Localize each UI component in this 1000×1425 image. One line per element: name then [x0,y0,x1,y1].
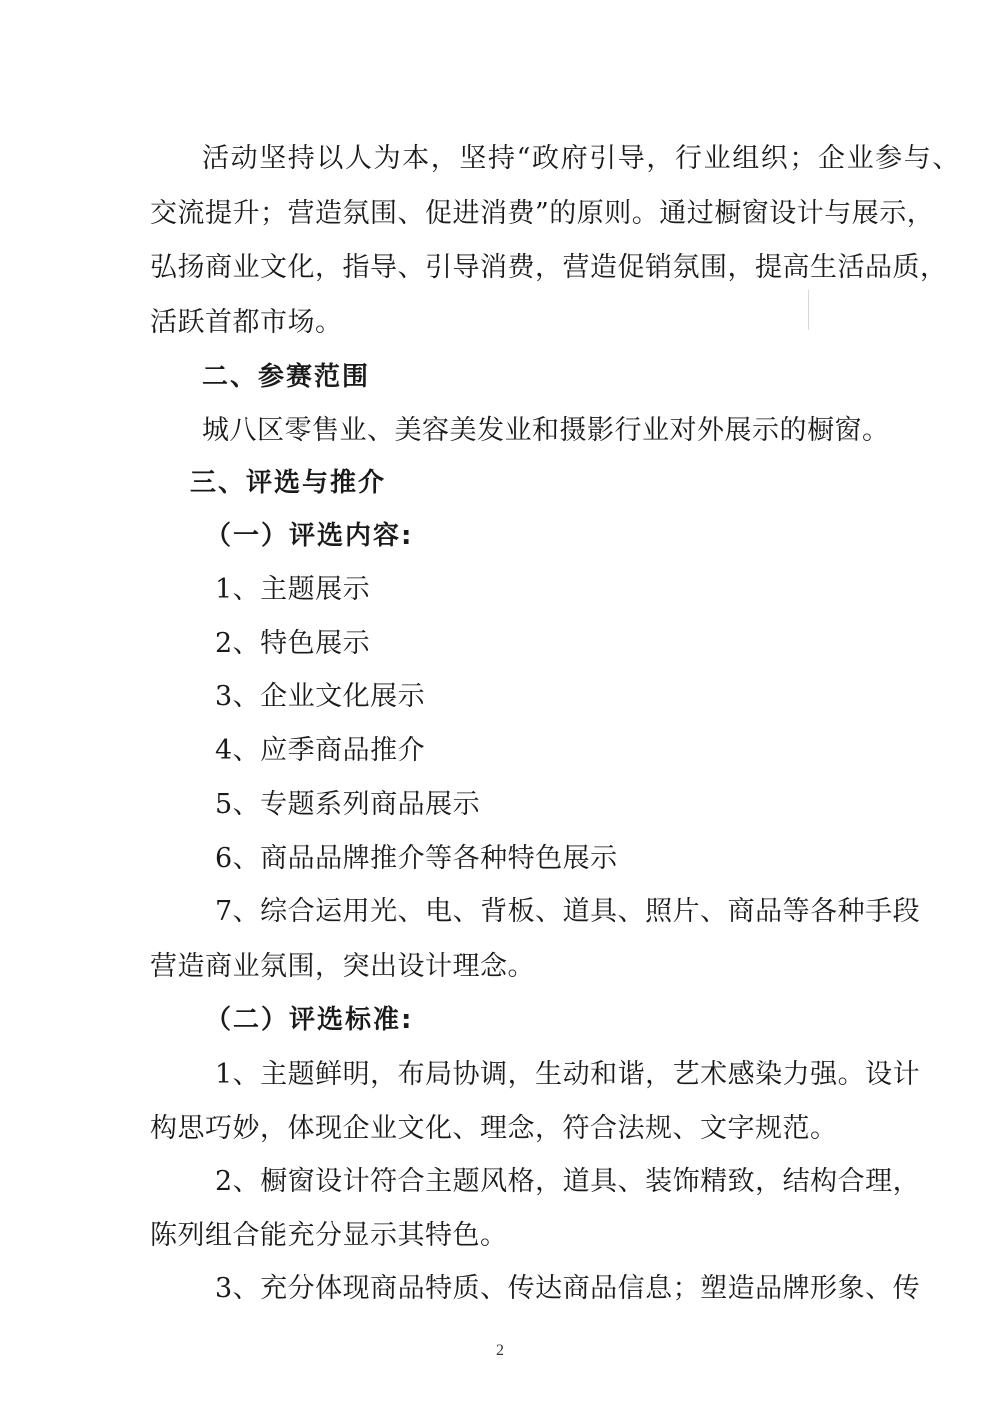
list-item: 4、应季商品推介 [215,735,426,766]
list-item: 1、主题展示 [215,574,371,605]
paragraph-line: 陈列组合能充分显示其特色。 [150,1220,508,1251]
paragraph-line: 城八区零售业、美容美发业和摄影行业对外展示的橱窗。 [202,415,890,446]
list-item: 6、商品品牌推介等各种特色展示 [215,843,618,874]
paragraph-line: 活动坚持以人为本，坚持“政府引导，行业组织；企业参与、 [202,143,962,174]
list-item: 3、企业文化展示 [215,681,426,712]
subsection-heading: （二）评选标准: [205,1005,414,1035]
paragraph-line: 弘扬商业文化，指导、引导消费，营造促销氛围，提高生活品质， [150,252,948,283]
paragraph-line: 构思巧妙，体现企业文化、理念，符合法规、文字规范。 [150,1113,838,1144]
subsection-heading: （一）评选内容: [205,521,414,551]
scan-artifact [808,290,809,330]
list-item: 2、特色展示 [215,628,371,659]
paragraph-line: 2、橱窗设计符合主题风格，道具、装饰精致，结构合理， [215,1166,921,1197]
paragraph-line: 活跃首都市场。 [150,307,343,338]
list-item: 7、综合运用光、电、背板、道具、照片、商品等各种手段 [215,896,921,927]
page-number: 2 [496,1342,504,1359]
section-heading: 二、参赛范围 [202,362,371,392]
paragraph-line: 交流提升；营造氛围、促进消费”的原则。通过橱窗设计与展示， [150,198,935,229]
paragraph-line: 3、充分体现商品特质、传达商品信息；塑造品牌形象、传 [215,1273,921,1304]
list-item: 5、专题系列商品展示 [215,789,481,820]
section-heading: 三、评选与推介 [190,468,387,498]
paragraph-line: 营造商业氛围，突出设计理念。 [150,951,535,982]
paragraph-line: 1、主题鲜明，布局协调，生动和谐，艺术感染力强。设计 [215,1059,921,1090]
